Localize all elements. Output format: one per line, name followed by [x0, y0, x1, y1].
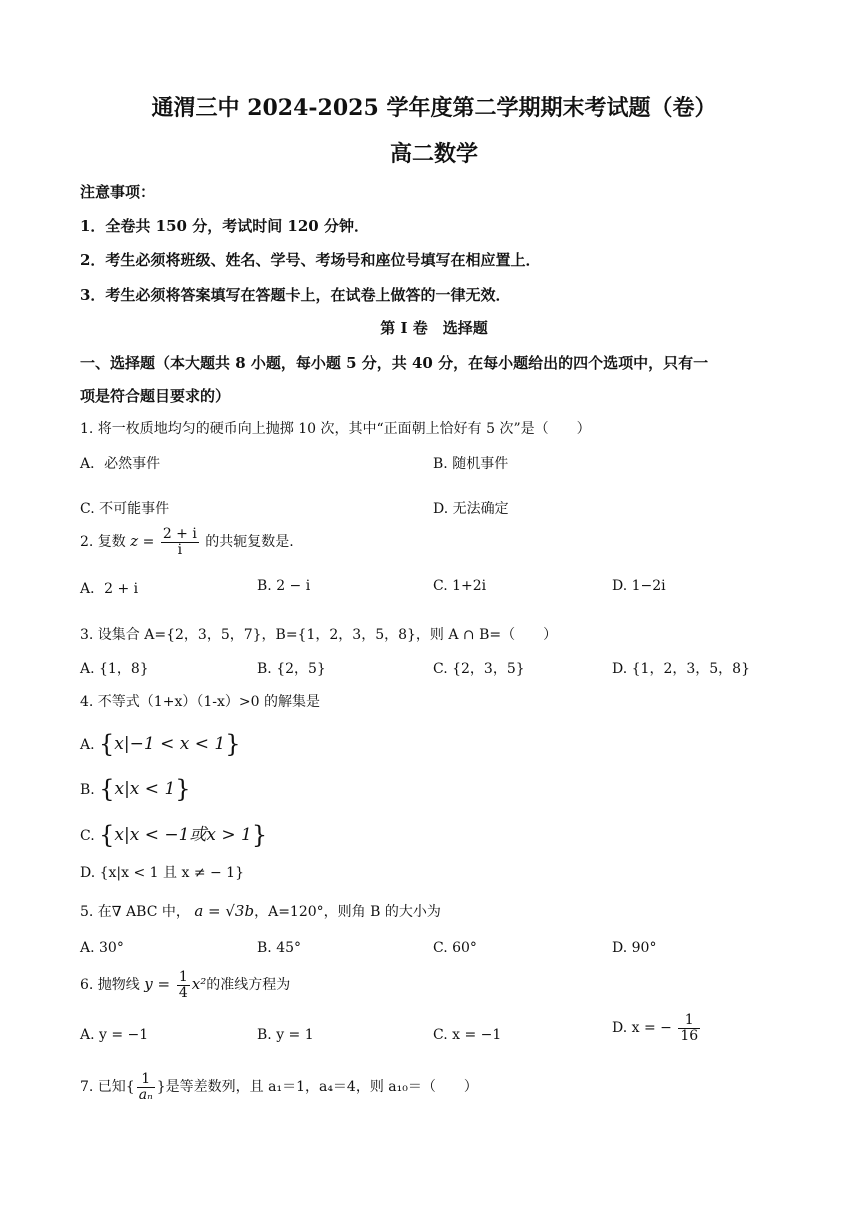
- question-4-option-c: C. {x|x < −1或x > 1}: [80, 821, 268, 849]
- question-4-option-c-math: x|x < −1或x > 1: [114, 825, 252, 845]
- question-1-option-b: B. 随机事件: [433, 456, 509, 472]
- question-2-option-d: D. 1−2i: [612, 578, 666, 594]
- question-5-option-c: C. 60°: [433, 940, 477, 956]
- question-2-stem: [80, 527, 294, 557]
- question-3-option-b: B. {2，5}: [257, 661, 326, 677]
- question-1-stem: 1. 将一枚质地均匀的硬币向上抛掷 10 次，其中“正面朝上恰好有 5 次”是（ ）: [80, 421, 591, 437]
- question-1-option-c: C. 不可能事件: [80, 501, 170, 517]
- question-5-option-a: A. 30°: [80, 940, 124, 956]
- question-2-eq: =: [138, 534, 159, 551]
- question-6-option-c: C. x = −1: [433, 1027, 502, 1043]
- section-instruction-line2: 项是符合题目要求的）: [80, 387, 231, 405]
- exam-subject: 高二数学: [389, 141, 478, 167]
- question-5-option-d: D. 90°: [612, 940, 657, 956]
- question-2-option-c: C. 1+2i: [433, 578, 487, 594]
- question-2-numerator: 2 + i: [162, 526, 197, 542]
- question-7-prefix: 7. 已知{: [80, 1079, 135, 1096]
- question-2-suffix: 的共轭复数是.: [205, 534, 294, 551]
- question-6-denominator: 4: [178, 984, 188, 1001]
- question-3-stem: 3. 设集合 A={2，3，5，7}，B={1，2，3，5，8}，则 A ∩ B=（ ）: [80, 627, 558, 643]
- question-2-denominator: i: [177, 541, 183, 558]
- exam-title: 通渭三中 2024-2025 学年度第二学期期末考试题（卷）: [151, 95, 717, 121]
- question-7-fraction: [137, 1072, 155, 1102]
- question-7-numerator: 1: [137, 1072, 155, 1088]
- question-2-prefix: 2. 复数: [80, 534, 126, 551]
- question-5-option-b: B. 45°: [257, 940, 302, 956]
- question-5-stem: [80, 901, 441, 921]
- question-7-suffix: }是等差数列，且 a₁＝1，a₄＝4，则 a₁₀＝（ ）: [156, 1079, 478, 1096]
- question-6-option-d-denominator: 16: [680, 1027, 699, 1044]
- question-4-option-b: B. {x|x < 1}: [80, 775, 191, 803]
- question-7-denominator: aₙ: [138, 1086, 153, 1103]
- question-5-stem-prefix: 5. 在∇ ABC 中，: [80, 904, 190, 920]
- question-1-option-d: D. 无法确定: [433, 501, 509, 517]
- question-7-stem: [80, 1072, 478, 1102]
- question-6-stem: [80, 970, 290, 1000]
- question-3-option-c: C. {2，3，5}: [433, 661, 525, 677]
- question-4-option-b-math: x|x < 1: [114, 779, 176, 799]
- question-4-option-a-label: A.: [80, 737, 95, 753]
- question-4-stem: 4. 不等式（1+x）（1-x）>0 的解集是: [80, 694, 320, 710]
- question-6-option-b: B. y = 1: [257, 1027, 314, 1043]
- question-6-option-d-fraction: [678, 1013, 700, 1043]
- notice-heading: 注意事项：: [80, 183, 156, 201]
- question-4-option-a-math: x|−1 < x < 1: [114, 734, 226, 754]
- question-4-option-c-label: C.: [80, 828, 95, 844]
- question-4-option-b-label: B.: [80, 782, 95, 798]
- question-5-condition: a = √3b: [194, 902, 255, 920]
- question-1-option-a: A．必然事件: [80, 456, 161, 472]
- question-6-lhs: y =: [144, 975, 175, 994]
- question-2-option-a: A．2 + i: [80, 581, 139, 597]
- question-6-prefix: 6. 抛物线: [80, 977, 145, 994]
- question-2-option-b: B. 2 − i: [257, 578, 311, 594]
- question-6-suffix: 的准线方程为: [206, 977, 291, 994]
- question-6-option-d-numerator: 1: [678, 1013, 700, 1029]
- section-label: 第 I 卷 选择题: [380, 319, 488, 337]
- question-6-rhs: x²: [191, 975, 207, 994]
- section-instruction-line1: 一、选择题（本大题共 8 小题，每小题 5 分，共 40 分，在每小题给出的四个选项中，只有一: [80, 354, 709, 372]
- question-4-option-d: D. {x|x < 1 且 x ≠ − 1}: [80, 865, 245, 881]
- notice-item-3: 3．考生必须将答案填写在答题卡上，在试卷上做答的一律无效．: [80, 286, 511, 304]
- question-2-var: z: [130, 532, 139, 551]
- question-6-numerator: 1: [178, 969, 188, 985]
- question-4-option-a: A. {x|−1 < x < 1}: [80, 730, 241, 758]
- question-6-option-d-label: D. x = −: [612, 1020, 672, 1037]
- question-2-fraction: [161, 527, 199, 557]
- question-6-fraction: [177, 970, 190, 1000]
- notice-item-2: 2．考生必须将班级、姓名、学号、考场号和座位号填写在相应置上．: [80, 251, 541, 269]
- question-6-option-d: [612, 1013, 702, 1043]
- notice-item-1: 1．全卷共 150 分，考试时间 120 分钟．: [80, 217, 369, 235]
- question-3-option-a: A. {1，8}: [80, 661, 149, 677]
- question-6-option-a: A. y = −1: [80, 1027, 149, 1043]
- question-5-stem-suffix: ，A=120°，则角 B 的大小为: [254, 904, 441, 920]
- question-3-option-d: D. {1，2，3，5，8}: [612, 661, 750, 677]
